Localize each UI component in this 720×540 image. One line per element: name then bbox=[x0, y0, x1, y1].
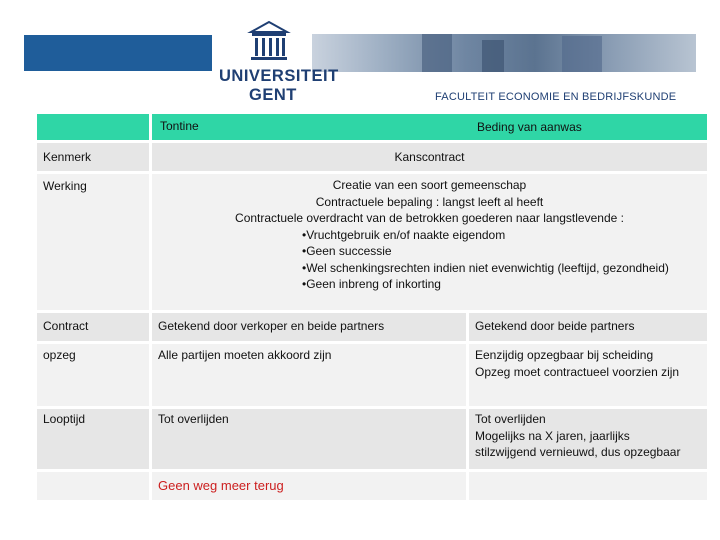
werking-value bbox=[152, 174, 707, 310]
column-header-beding: Beding van aanwas bbox=[477, 120, 582, 134]
looptijd-beding-line: stilzwijgend vernieuwd, dus opzegbaar bbox=[475, 445, 681, 459]
row-label-opzeg: opzeg bbox=[37, 344, 149, 406]
row-label-contract: Contract bbox=[37, 313, 149, 341]
werking-bullet: •Wel schenkingsrechten indien niet evenwichtig (leeftijd, gezondheid) bbox=[302, 260, 669, 275]
logo-text-universiteit: UNIVERSITEIT bbox=[219, 67, 339, 85]
building-icon bbox=[247, 20, 291, 64]
kenmerk-value: Kanscontract bbox=[152, 143, 707, 171]
faculty-name: FACULTEIT ECONOMIE EN BEDRIJFSKUNDE bbox=[435, 91, 677, 103]
werking-bullet: •Geen inbreng of inkorting bbox=[302, 277, 441, 291]
row-label-werking: Werking bbox=[37, 174, 149, 310]
werking-line: Contractuele overdracht van de betrokken goederen naar langstlevende : bbox=[235, 211, 624, 225]
row-label-kenmerk: Kenmerk bbox=[37, 143, 149, 171]
column-header-tontine: Tontine bbox=[160, 119, 199, 133]
opzeg-tontine: Alle partijen moeten akkoord zijn bbox=[152, 344, 466, 406]
header-banner-photo bbox=[312, 34, 696, 72]
row-label-looptijd: Looptijd bbox=[37, 409, 149, 469]
looptijd-beding-line: Tot overlijden bbox=[475, 412, 546, 426]
logo-text-gent: GENT bbox=[249, 86, 297, 104]
footer-note: Geen weg meer terug bbox=[152, 472, 466, 500]
werking-line: Contractuele bepaling : langst leeft al heeft bbox=[315, 194, 544, 209]
university-logo bbox=[219, 20, 339, 110]
header-empty-cell bbox=[37, 114, 149, 140]
werking-line: Creatie van een soort gemeenschap bbox=[332, 178, 527, 192]
werking-bullet: •Vruchtgebruik en/of naakte eigendom bbox=[302, 227, 506, 242]
werking-bullet: •Geen successie bbox=[302, 244, 392, 258]
header-row bbox=[152, 114, 707, 140]
contract-tontine: Getekend door verkoper en beide partners bbox=[152, 313, 466, 341]
header-banner-left bbox=[24, 35, 212, 71]
looptijd-tontine: Tot overlijden bbox=[152, 409, 466, 469]
opzeg-beding-line: Opzeg moet contractueel voorzien zijn bbox=[475, 364, 680, 379]
opzeg-beding-line: Eenzijdig opzegbaar bij scheiding bbox=[475, 348, 654, 362]
opzeg-beding bbox=[469, 344, 707, 406]
footer-empty-beding bbox=[469, 472, 707, 500]
footer-empty-label bbox=[37, 472, 149, 500]
looptijd-beding bbox=[469, 409, 707, 469]
contract-beding: Getekend door beide partners bbox=[469, 313, 707, 341]
looptijd-beding-line: Mogelijks na X jaren, jaarlijks bbox=[475, 428, 630, 443]
